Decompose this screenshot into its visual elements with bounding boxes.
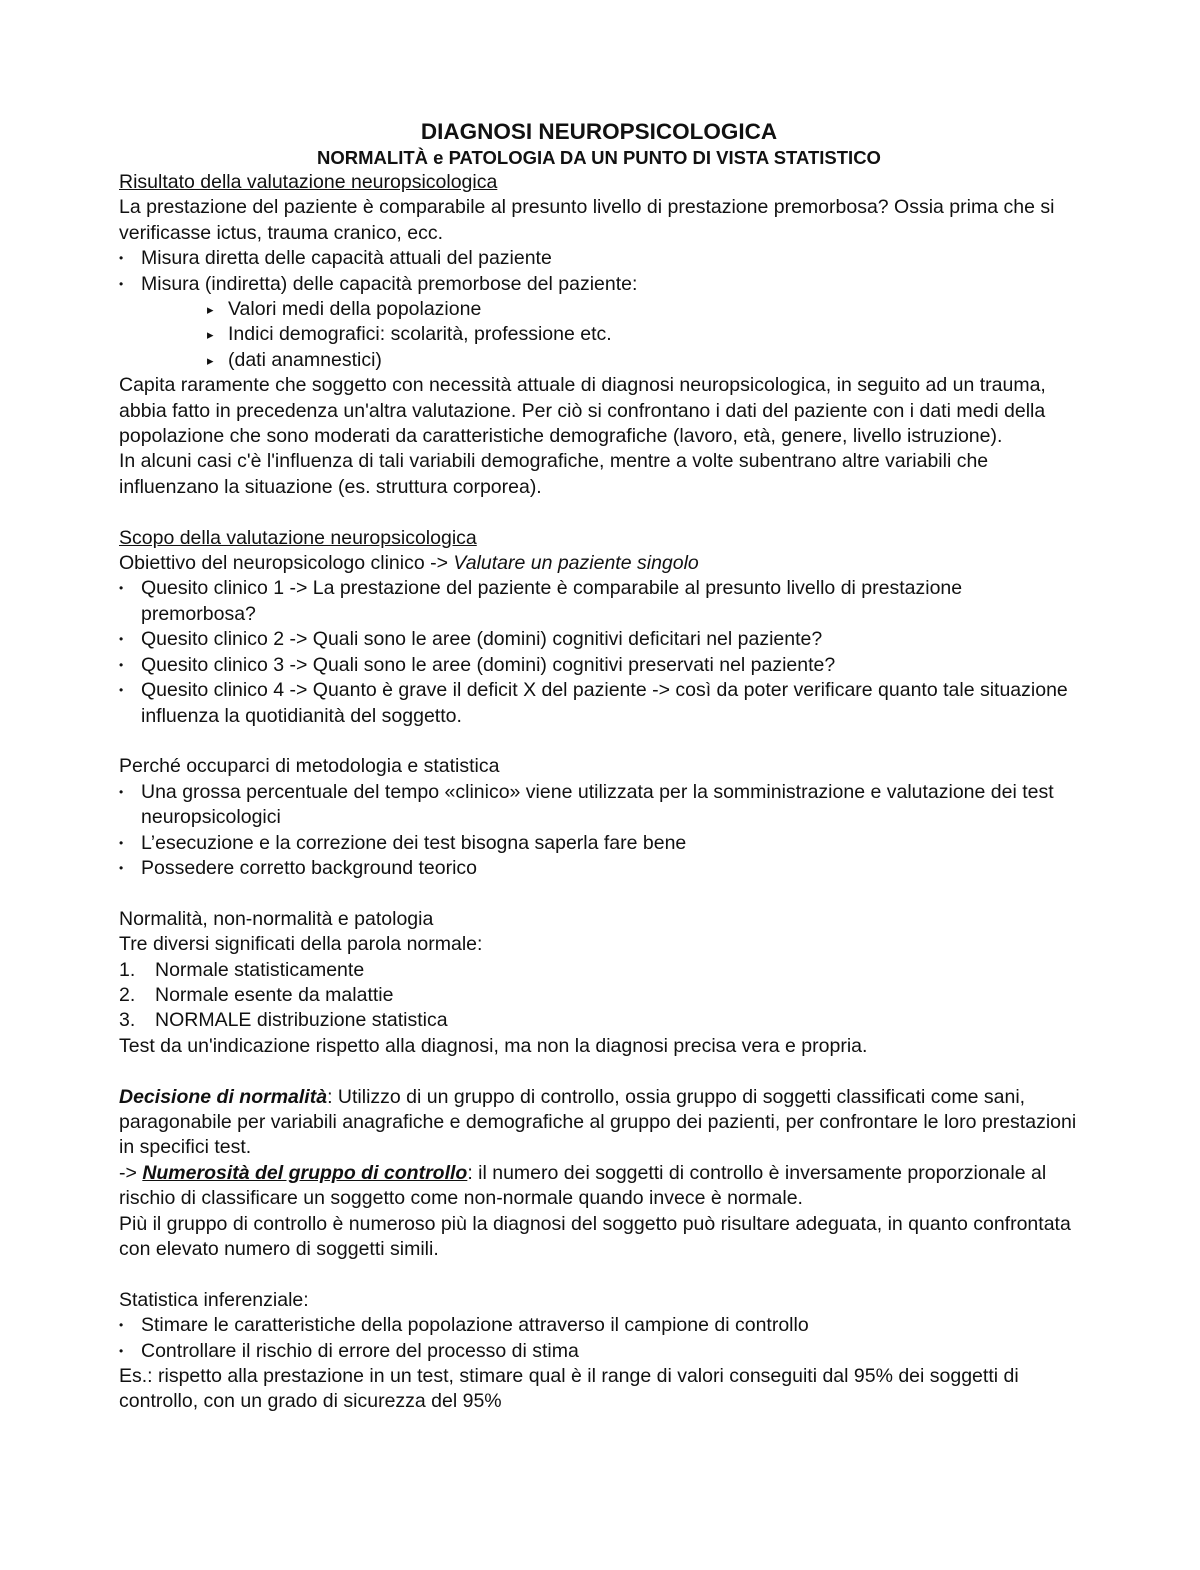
item-number: 1.: [119, 958, 136, 981]
section6-example: Es.: rispetto alla prestazione in un test, stimare qual è il range di valori conseguiti dal 95% dei soggetti di controllo, con un grado di sicurezza del 95%: [119, 1365, 1019, 1413]
sub-list-item: ▸ (dati anamnestici): [119, 348, 1079, 373]
sub-list-item: ▸ Indici demografici: scolarità, professione etc.: [119, 322, 1079, 347]
bullet-icon: •: [119, 657, 124, 672]
section3-bullet-list: [119, 780, 1079, 882]
list-item: • L’esecuzione e la correzione dei test bisogna saperla fare bene: [119, 831, 1079, 856]
arrow-bullet-icon: ▸: [207, 352, 214, 368]
term-decisione: Decisione di normalità: [119, 1085, 328, 1108]
section1-paragraph: In alcuni casi c'è l'influenza di tali variabili demografiche, mentre a volte subentrano altre variabili che influenzano la situazione (es. struttura corporea).: [119, 450, 989, 498]
numbered-item: 3. NORMALE distribuzione statistica: [119, 1008, 1079, 1033]
bullet-icon: •: [119, 276, 124, 291]
section-heading-statistica: Statistica inferenziale:: [119, 1288, 309, 1311]
spacer: [119, 500, 1079, 525]
list-item: • Misura (indiretta) delle capacità premorbose del paziente:: [119, 272, 1079, 297]
numbered-item: 2. Normale esente da malattie: [119, 983, 1079, 1008]
bullet-icon: •: [119, 632, 124, 647]
section1-bullet-list: [119, 246, 1079, 297]
document-subtitle: NORMALITÀ e PATOLOGIA DA UN PUNTO DI VISTA STATISTICO: [317, 147, 881, 168]
bullet-icon: •: [119, 251, 124, 266]
bullet-icon: •: [119, 683, 124, 698]
section5-paragraph: -> Numerosità del gruppo di controllo: il numero dei soggetti di controllo è inversamente proporzionale al rischio di classificare un soggetto come non-normale quando invece è normale.: [119, 1161, 1047, 1210]
section-heading-scopo: Scopo della valutazione neuropsicologica: [119, 526, 477, 549]
bullet-icon: •: [119, 1343, 124, 1358]
bullet-icon: •: [119, 581, 124, 596]
list-item: • Quesito clinico 4 -> Quanto è grave il deficit X del paziente -> così da poter verificare quanto tale situazione influenza la quotidianità del soggetto.: [119, 679, 1068, 727]
document-title: DIAGNOSI NEUROPSICOLOGICA: [420, 119, 778, 144]
bullet-icon: •: [119, 1318, 124, 1333]
bullet-icon: •: [119, 860, 124, 875]
spacer: [119, 729, 1079, 754]
section-heading-risultato: Risultato della valutazione neuropsicologica: [119, 171, 498, 193]
section1-sub-bullet-list: [119, 297, 1079, 373]
bullet-icon: •: [119, 784, 124, 799]
section1-intro: La prestazione del paziente è comparabile al presunto livello di prestazione premorbosa? Ossia prima che si verificasse ictus, trauma cranico, ecc.: [119, 196, 1055, 244]
numbered-item: 1. Normale statisticamente: [119, 958, 1079, 983]
section-heading-normalita: Normalità, non-normalità e patologia: [119, 907, 434, 930]
document-page: [119, 118, 1079, 1415]
arrow-bullet-icon: ▸: [207, 327, 214, 343]
section6-bullet-list: [119, 1313, 1079, 1364]
section4-outro: Test da un'indicazione rispetto alla diagnosi, ma non la diagnosi precisa vera e propria.: [119, 1034, 868, 1057]
list-item: • Quesito clinico 3 -> Quali sono le aree (domini) cognitivi preservati nel paziente?: [119, 653, 1079, 678]
section5-paragraph: Più il gruppo di controllo è numeroso più la diagnosi del soggetto può risultare adeguata, in quanto confrontata con elevato numero di soggetti simili.: [119, 1212, 1071, 1260]
item-number: 2.: [119, 983, 136, 1006]
list-item: • Controllare il rischio di errore del processo di stima: [119, 1339, 1079, 1364]
list-item: • Stimare le caratteristiche della popolazione attraverso il campione di controllo: [119, 1313, 1079, 1338]
bullet-icon: •: [119, 835, 124, 850]
section1-paragraph: Capita raramente che soggetto con necessità attuale di diagnosi neuropsicologica, in seguito ad un trauma, abbia fatto in precedenza un'altra valutazione. Per ciò si confrontano i dati del paziente con i dati medi della popolazione che sono moderati da caratteristiche demografiche (lavoro, età, genere, livello istruzione).: [119, 374, 1046, 448]
section4-numbered-list: [119, 958, 1079, 1034]
arrow-bullet-icon: ▸: [207, 302, 214, 318]
term-numerosita: Numerosità del gruppo di controllo: [142, 1161, 468, 1184]
section5-paragraph: Decisione di normalità: Utilizzo di un gruppo di controllo, ossia gruppo di soggetti classificati come sani, paragonabile per variabili anagrafiche e demografiche al gruppo dei pazienti, per confrontare le loro prestazioni in specifici test.: [119, 1085, 1077, 1159]
spacer: [119, 1059, 1079, 1084]
section2-intro: Obiettivo del neuropsicologo clinico -> Valutare un paziente singolo: [119, 552, 699, 575]
section-heading-metodologia: Perché occuparci di metodologia e statistica: [119, 755, 500, 778]
emphasis-text: Valutare un paziente singolo: [453, 552, 699, 575]
item-number: 3.: [119, 1009, 136, 1032]
spacer: [119, 1262, 1079, 1287]
list-item: • Quesito clinico 1 -> La prestazione del paziente è comparabile al presunto livello di prestazione premorbosa?: [119, 577, 963, 625]
section4-intro: Tre diversi significati della parola normale:: [119, 933, 483, 956]
list-item: • Possedere corretto background teorico: [119, 856, 1079, 881]
sub-list-item: ▸ Valori medi della popolazione: [119, 297, 1079, 322]
spacer: [119, 881, 1079, 906]
list-item: • Quesito clinico 2 -> Quali sono le aree (domini) cognitivi deficitari nel paziente?: [119, 627, 1079, 652]
list-item: • Una grossa percentuale del tempo «clinico» viene utilizzata per la somministrazione e valutazione dei test neuropsicologici: [119, 780, 1054, 829]
section2-bullet-list: [119, 576, 1079, 728]
list-item: • Misura diretta delle capacità attuali del paziente: [119, 246, 1079, 271]
